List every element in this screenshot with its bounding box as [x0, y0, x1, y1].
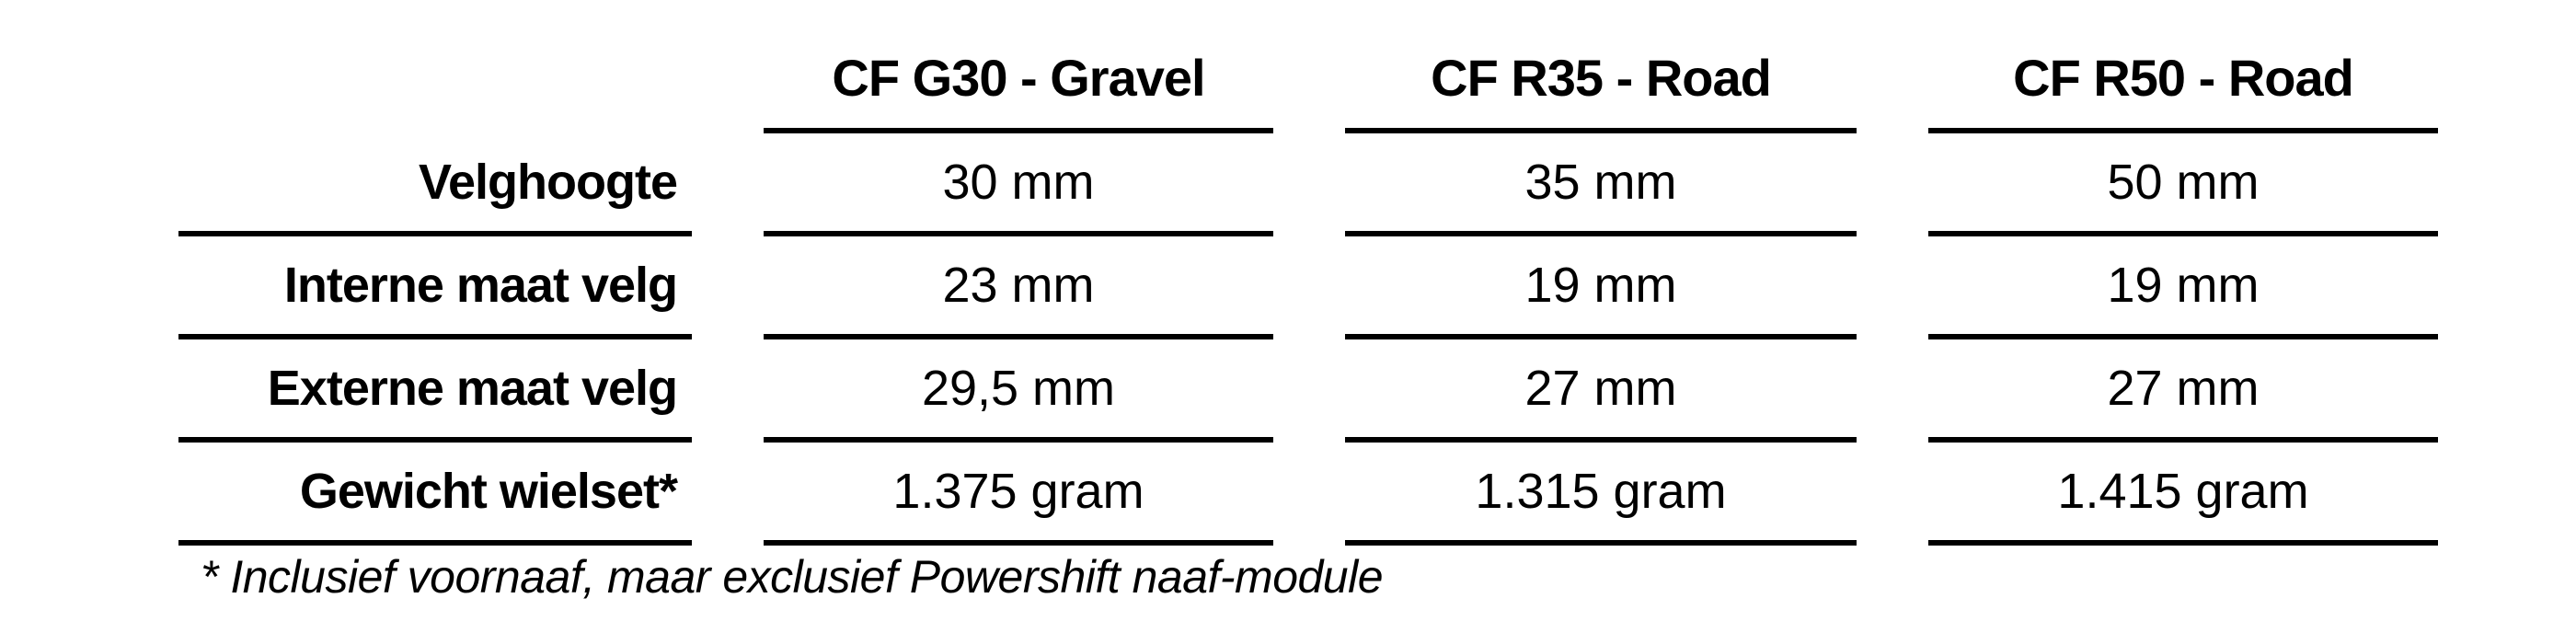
value-externe-maat-r35: 27 mm — [1345, 339, 1857, 443]
value-gewicht-r50: 1.415 gram — [1928, 443, 2438, 546]
row-label-gewicht-wielset: Gewicht wielset* — [178, 443, 692, 546]
header-spacer — [178, 28, 692, 133]
row-label-interne-maat-velg: Interne maat velg — [178, 236, 692, 339]
value-interne-maat-g30: 23 mm — [764, 236, 1273, 339]
value-externe-maat-r50: 27 mm — [1928, 339, 2438, 443]
value-externe-maat-g30: 29,5 mm — [764, 339, 1273, 443]
spec-grid — [178, 28, 2438, 546]
value-gewicht-r35: 1.315 gram — [1345, 443, 1857, 546]
value-interne-maat-r50: 19 mm — [1928, 236, 2438, 339]
footnote-text: * Inclusief voornaaf, maar exclusief Powershift naaf-module — [201, 551, 1384, 603]
value-velghoogte-r50: 50 mm — [1928, 133, 2438, 236]
value-velghoogte-g30: 30 mm — [764, 133, 1273, 236]
value-interne-maat-r35: 19 mm — [1345, 236, 1857, 339]
row-label-externe-maat-velg: Externe maat velg — [178, 339, 692, 443]
column-header-cf-g30-gravel: CF G30 - Gravel — [764, 28, 1273, 133]
column-header-cf-r50-road: CF R50 - Road — [1928, 28, 2438, 133]
value-gewicht-g30: 1.375 gram — [764, 443, 1273, 546]
column-header-cf-r35-road: CF R35 - Road — [1345, 28, 1857, 133]
value-velghoogte-r35: 35 mm — [1345, 133, 1857, 236]
row-label-velghoogte: Velghoogte — [178, 133, 692, 236]
